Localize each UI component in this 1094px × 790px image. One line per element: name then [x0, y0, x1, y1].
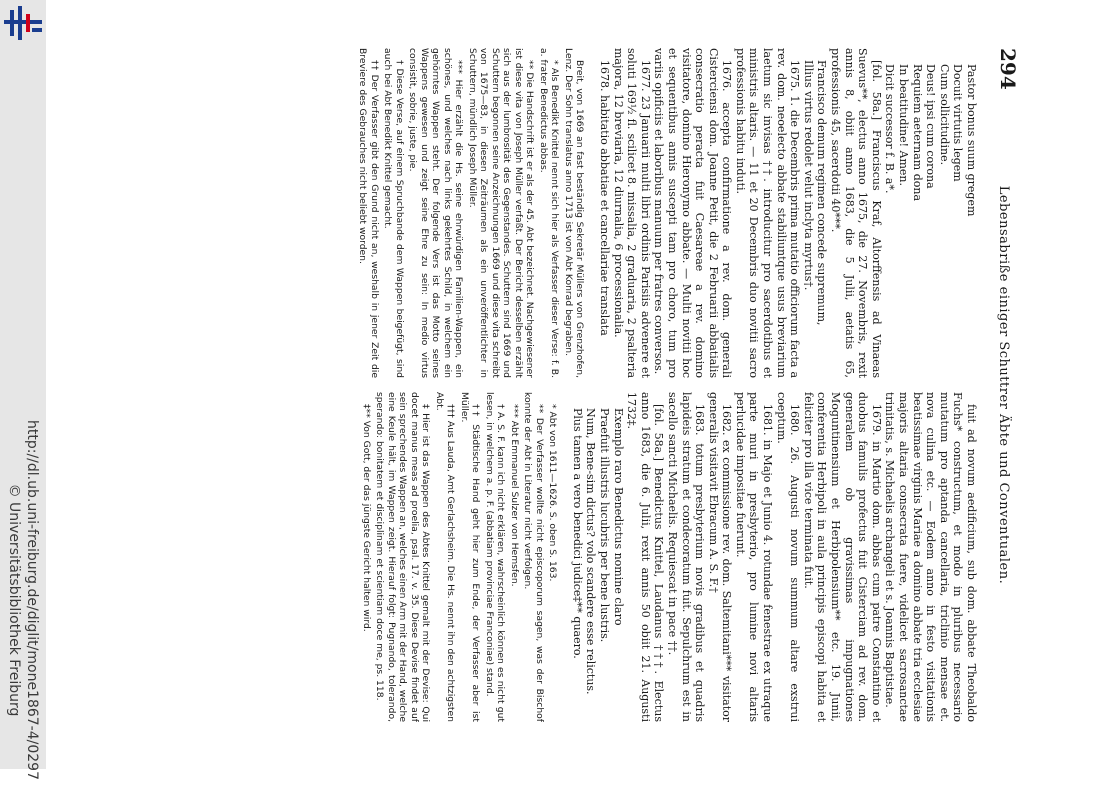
verse-line: Requiem aeternam dona [910, 64, 924, 202]
footnote: † A. S. F. kann ich nicht erklären, wahrscheinlich können es nicht gut lesen, in welchem a. p. F. (abbatiam provinciae Franconiae) stand. [483, 392, 507, 722]
footnote: ‡ Hier ist das Wappen des Abtes Knittel gemalt mit der Devise: Qui docet manus meas ad proelia, psal. 17. v. 35. Diese Devise findet auf sein sprechendes Wappen an, welches einen Arm mit der Hand, welche eine Keule hält, im Wappen zeigt. Hierauf folgt: Pugnando, tolerando, sperando: bonitatem et disciplinam et scientiam doce me, ps. 118. [374, 392, 432, 722]
footnote: * Als Benedikt Knittel nennt sich hier als Verfasser dieser Verse: f. B. a. frater Benedictus abbas. [537, 48, 561, 378]
text-paragraph: 1679. in Martio dom. abbas cum patre Constantino et duobus famulis profectus fuit Cisterciam ad rev. dom. generalem ob gravissimas impugnationes Moguntinensium et Herbipolensium** etc. 19. Junii, conferentia Herbipoli in aula principis episcopi habita et feliciter pro illa vice terminata fuit. [801, 392, 883, 722]
text-paragraph: fuit ad novum aedificium, sub dom. abbate Theobaldo Fuchs* constructum, et modo in pluribus necessario mutatum pro aptanda cancellaria, triclinio mensae et. nova culina etc. — Eodem anno in festo visitationis beatissimae virginis Mariae a domino abbate tria ecclesiae majoris altaria consecrata fuere, videlicet sacrosanctae trinitatis, s. Michaelis archangeli et s. Joannis Baptistae. [883, 392, 978, 722]
page-sheet [150, 40, 1020, 730]
footnote: *** Abt Emmanuel Sulzer von Hemsfen. [508, 404, 520, 587]
footnote: ††† Aus Lauda, Amt Gerlachsheim. Die Hs. nennt ihn den achtzigsten Abt. [433, 392, 457, 722]
left-column [158, 48, 978, 378]
text-paragraph: 1677. 23 Januarii multi libri ordinis Parisiis advenere et soluti 169½ fl. scilicet 8. missalia, 2 graduaria, 2 psalteria majora, 12 breviaria, 12 diurnalia, 6 processionalia. [611, 48, 652, 378]
text-paragraph: 1683. totum presbyterium novis gradibus et quadris lapideis stratum et condecoratum fuit. Sepulchrum est in sacello sancti Michaelis. Requiescat in pace ††. [665, 392, 707, 722]
footnote: ‡** Von Gott, der das jüngste Gericht halten wird. [360, 404, 372, 632]
footnote: Breit, von 1669 an fast beständig Sekretär Müllers von Grenzhofen, Lenz. Der Sohn translatus anno 1713 ist von Abt Konrad begraben. [562, 48, 586, 378]
verse-line: Dicit successor f. B. a*. [883, 64, 897, 194]
verse-line: Exemplo raro Benedictus nomine claro [611, 408, 625, 626]
running-title: Lebensabriße einiger Schuttrer Äbte und Conventualen. [996, 185, 1011, 585]
footnote: ** Die Handschrift ist er als der 45. Abt bezeichnet. Nachgewiesener ist diese vita von Joseph Müller verfaßt. Der Bericht desselben erzählt sich aus der lumbrosität des Gegenstandes. Schuttern sind 1669 und Schuttern begonnen seine Anzeichnungen 1669 und diese vita schreibt von 1675—83, in diesen Zeiträumen als ein unveröffentlichter in Schuttern, mündlich Joseph Müller. [466, 48, 536, 378]
text-paragraph: 1680. 26. Augusti novum summum altare exstrui coeptum. [774, 392, 802, 722]
footnote-separator [587, 48, 597, 378]
verse-line: In beatitudine! Amen. [897, 64, 911, 187]
text-paragraph: 1678. habitatio abbatiae et cancellariae translata [597, 60, 611, 336]
source-url[interactable]: http://dl.ub.uni-freiburg.de/diglit/mone1867-4/0297 [24, 420, 40, 780]
scanned-page [150, 40, 1020, 730]
copyright-notice: © Universitätsbibliothek Freiburg [6, 483, 22, 717]
text-paragraph: Francisco demum regimen concede supremum, [815, 60, 829, 326]
text-paragraph: [fol. 58a.] Franciscus Kraf, Altorffensis ad Vinaeas Suevus**, electus anno 1675, die 27. Novembris, rexit annis 8, obiit anno 1683, die 5 Julii, aetatis 65, professionis 45, sacerdotii 40***. [829, 48, 883, 378]
page-header [990, 40, 1020, 730]
verse-line: Praefuit illustris lucubris per bene lustris. [597, 408, 611, 643]
text-paragraph: 1681. in Majo et Junio 4. rotundae fenestrae ex utraque parte muri in presbyterio, pro lumine novi altaris perlucidae impositae fuerunt. [733, 392, 775, 722]
footnote: † Diese Verse, auf einem Spruchbande dem Wappen beigefügt, sind auch bei Abt Benedikt Knittel gemacht. [382, 48, 405, 378]
footnote: ** Der Verfasser wollte nicht episcoporum sagen, was der Bischof konnte der Abt in Literatur nicht verfolgen. [522, 392, 545, 722]
text-paragraph: 1675. 1. die Decembris prima mutatio officiorum facta a rev. dom. neoelecto abbate stabiliuntque usus breviarium laetum sic invisas ††. introducitur pro sacerdotibus et ministris altaris. — 11 et 20 Decembris duo novitii sacro professionis habitu induti. [733, 48, 802, 378]
text-paragraph: 1682. ex commissione rev. dom. Saltemitani*** visitator generalis visitavit Ebracum A. S. F.† [706, 392, 734, 722]
right-column [158, 392, 978, 722]
footnote: *** Hier erzählt die Hs. seine ehrwürdigen Familien-Wappen, ein schönes, und welches nach links gekehrtes Schild, in welchem ein gehörntes Wappen steht. Der folgende Vers ist das Motto seines Wappens gewesen und zeigt seine Ehre zu sein: In medio virtus consistit, sobrie, juste, pie. [407, 48, 465, 378]
verse-line: Deus! ipsi cum corona [924, 64, 938, 189]
verse-line: Cum sollicitudine. [937, 64, 951, 166]
text-paragraph: Illius virtus redolet velut inclyta myrtus†. [801, 60, 815, 291]
footnote-separator [560, 392, 570, 722]
page-number: 294 [996, 48, 1020, 90]
text-paragraph: [fol. 58a.] Benedictus Knittel, Laudanus †††. Electus anno 1683, die 6. Julii, rexit annis 50 obiit 21. Augusti 1732‡. [625, 392, 666, 722]
verse-line: Docuit virtutis legem [951, 64, 965, 182]
footnote: * Abt von 1611—1626. S. oben S. 163. [547, 404, 559, 582]
verse-line: Num, Bene-sim dictus? volo scandere esse relictus. [584, 408, 598, 695]
footnote: †† Der Verfasser gibt den Grund nicht an, weshalb in jener Zeit die Breviere des Gebrauches nicht beliebt worden. [357, 48, 380, 378]
footnote: †† Städtische Hand geht hier zum Ende, der Verfasser aber ist Müller. [458, 392, 482, 722]
verse-line: Pastor bonus suum gregem [965, 64, 978, 217]
text-paragraph: 1676. accepta confirmatione a rev. dom. generali Cisterciensi dom. Joanne Petit, die 2 Februarii abbatialis consecratio peracta fuit Caesareae a rev. domino visitatore, domino Hieronymo abbate. — Multi novitii hoc et sequentibus annis suscepti tam pro choro, tum pro variis opificiis et laboribus manuum per fratres conversos. [652, 48, 734, 378]
source-stamp [0, 0, 46, 780]
verse-line: Plus tamen a vero benedici judice‡** quaero. [570, 408, 584, 659]
